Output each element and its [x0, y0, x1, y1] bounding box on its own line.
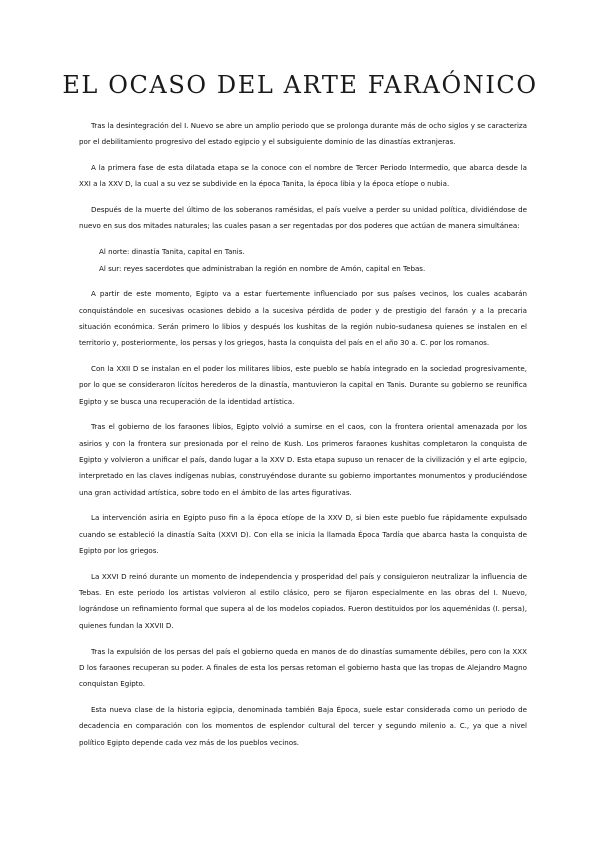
list-item: Al norte: dinastía Tanita, capital en Tanis. [99, 247, 245, 257]
paragraph: La intervención asiria en Egipto puso fin a la época etíope de la XXV D, si bien este pueblo fue rápidamente expulsado cuando se estableció la dinastía Saíta (XXVI D). Con ella se inicia la llamada Época Tardía que abarca hasta la conquista de Egipto por los griegos. [79, 513, 527, 556]
paragraph: Esta nueva clase de la historia egipcia, denominada también Baja Época, suele estar considerada como un periodo de decadencia en comparación con los momentos de esplendor cultural del tercer y segundo milenio a. C., ya que a nivel político Egipto depende cada vez más de los pueblos vecinos. [79, 704, 527, 747]
paragraph: La XXVI D reinó durante un momento de independencia y prosperidad del país y consiguieron neutralizar la influencia de Tebas. En este periodo los artistas volvieron al estilo clásico, pero se fijaron especialmente en las obras del I. Nuevo, lográndose un refinamiento formal que supera al de los modelos copiados. Fueron destituidos por los aqueménidas (I. persa), quienes fundan la XXVII D. [79, 571, 527, 630]
paragraph: Tras la desintegración del I. Nuevo se abre un amplio periodo que se prolonga durante más de ocho siglos y se caracteriza por el debilitamiento progresivo del estado egipcio y el subsiguiente dominio de las dinastías extranjeras. [79, 121, 527, 147]
paragraph: Tras la expulsión de los persas del país el gobierno queda en manos de do dinastías sumamente débiles, pero con la XXX D los faraones recuperan su poder. A finales de esta los persas retoman el gobierno hasta que las tropas de Alejandro Magno conquistan Egipto. [79, 646, 527, 689]
paragraph: A partir de este momento, Egipto va a estar fuertemente influenciado por sus países vecinos, los cuales acabarán conquistándole en sucesivas ocasiones debido a la sucesiva pérdida de poder y de prestigio del faraón y a la precaria situación económica. Serán primero lo libios y después los kushitas de la región nubio-sudanesa quienes se instalen en el territorio y, posteriormente, los persas y los griegos, hasta la conquista del país en el año 30 a. C. por los romanos. [79, 289, 527, 348]
document-body [79, 118, 527, 760]
capitals-list [79, 244, 527, 277]
paragraph: Con la XXII D se instalan en el poder los militares libios, este pueblo se había integrado en la sociedad progresivamente, por lo que se consideraron lícitos herederos de la dinastía, mantuvieron la capital en Tanis. Durante su gobierno se reunifica Egipto y se busca una recuperación de la identidad artística. [79, 364, 527, 406]
paragraph: Tras el gobierno de los faraones libios, Egipto volvió a sumirse en el caos, con la frontera oriental amenazada por los asirios y con la frontera sur presionada por el reino de Kush. Los primeros faraones kushitas completaron la conquista de Egipto y volvieron a unificar el país, dando lugar a la XXV D. Esta etapa supuso un renacer de la civilización y el arte egipcio, interpretado en las claves indígenas nubias, construyéndose durante su gobierno importantes monumentos y produciéndose una gran actividad artística, sobre todo en el ámbito de las artes figurativas. [79, 422, 527, 497]
paragraph: A la primera fase de esta dilatada etapa se la conoce con el nombre de Tercer Periodo Intermedio, que abarca desde la XXI a la XXV D, la cual a su vez se subdivide en la época Tanita, la época libia y la época etíope o nubia. [79, 163, 527, 189]
page-title: EL OCASO DEL ARTE FARAÓNICO [62, 71, 538, 99]
list-item: Al sur: reyes sacerdotes que administraban la región en nombre de Amón, capital en Tebas. [99, 263, 426, 273]
paragraph: Después de la muerte del último de los soberanos ramésidas, el país vuelve a perder su unidad política, dividiéndose de nuevo en sus dos mitades naturales; las cuales pasan a ser regentadas por dos poderes que actúan de manera simultánea: [79, 205, 527, 231]
